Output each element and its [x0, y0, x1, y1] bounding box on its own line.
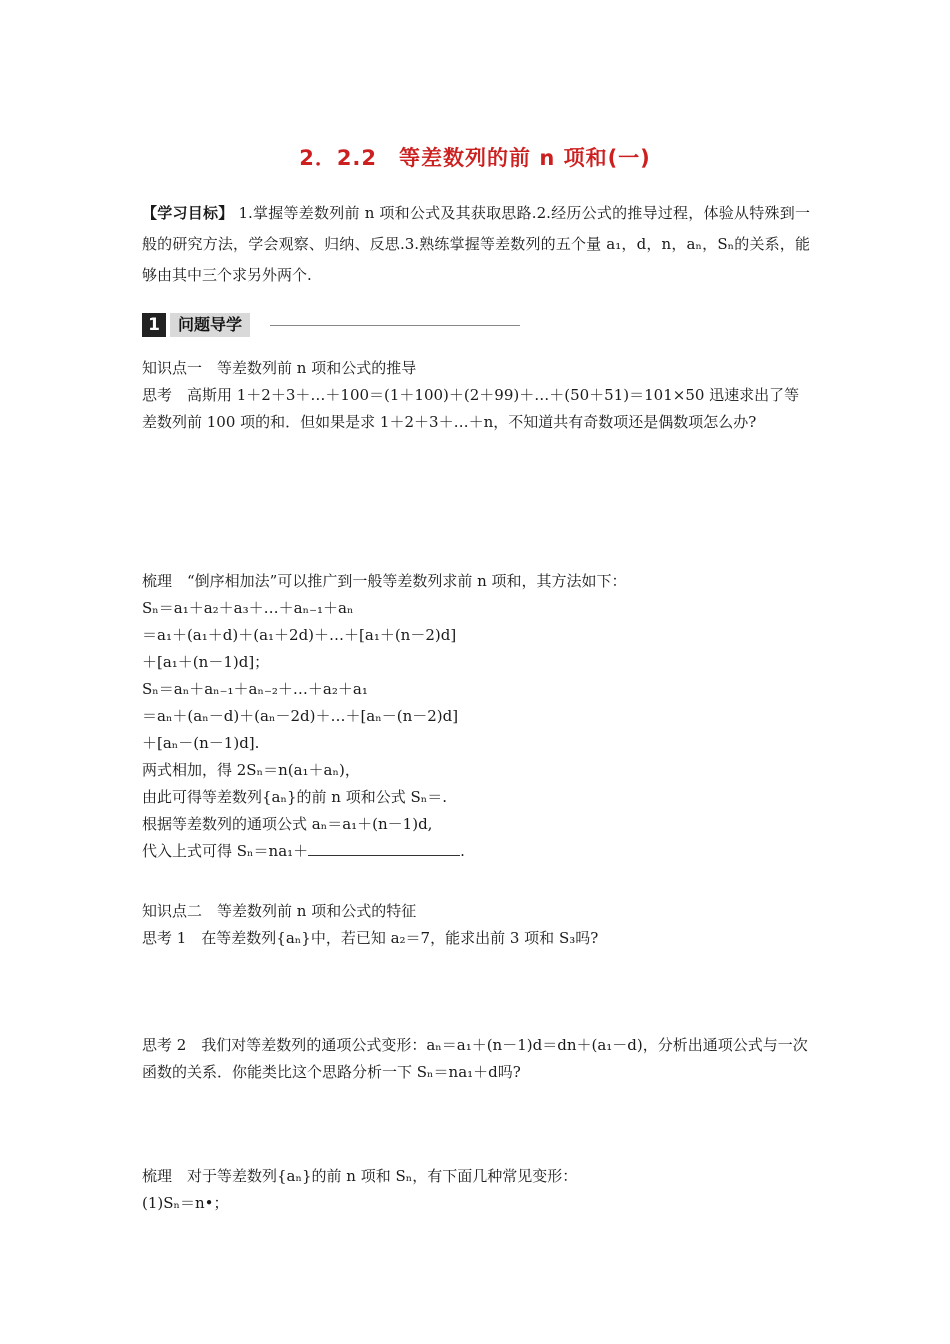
summary1-last-suffix: . [460, 842, 465, 860]
kp1-heading: 知识点一 等差数列前 n 项和公式的推导 [142, 359, 417, 377]
summary1-line-5: ＝aₙ＋(aₙ－d)＋(aₙ－2d)＋…＋[aₙ－(n－2)d] [142, 707, 459, 725]
summary1-line-1: Sₙ＝a₁＋a₂＋a₃＋…＋aₙ₋₁＋aₙ [142, 599, 354, 617]
knowledge-point-2 [142, 898, 810, 952]
kp2-think1: 思考 1 在等差数列{aₙ}中，若已知 a₂＝7，能求出前 3 项和 S₃吗? [142, 929, 599, 947]
summary1-line-9: 根据等差数列的通项公式 aₙ＝a₁＋(n－1)d, [142, 815, 433, 833]
kp1-think: 思考 高斯用 1＋2＋3＋…＋100＝(1＋100)＋(2＋99)＋…＋(50＋51)＝101×50 迅速求出了等差数列前 100 项的和．但如果是求 1＋2＋3＋…＋n，不知道共有奇数项还是偶数项怎么办? [142, 386, 800, 431]
summary1-line-4: Sₙ＝aₙ＋aₙ₋₁＋aₙ₋₂＋…＋a₂＋a₁ [142, 680, 368, 698]
section-divider [270, 325, 520, 326]
page-title: 2．2.2 等差数列的前 n 项和(一) [299, 146, 651, 170]
section-header [142, 311, 522, 339]
summary1-line-0: 梳理 “倒序相加法”可以推广到一般等差数列求前 n 项和，其方法如下： [142, 572, 627, 590]
summary-1 [142, 568, 810, 865]
kp2-think2-block [142, 1032, 810, 1086]
kp2-think2: 思考 2 我们对等差数列的通项公式变形：aₙ＝a₁＋(n－1)d＝dn＋(a₁－d)，分析出通项公式与一次函数的关系．你能类比这个思路分析一下 Sₙ＝na₁＋d吗? [142, 1036, 808, 1081]
summary-2 [142, 1163, 810, 1217]
summary1-line-7: 两式相加，得 2Sₙ＝n(a₁＋aₙ)， [142, 761, 360, 779]
fill-blank [308, 841, 460, 856]
summary1-line-6: ＋[aₙ－(n－1)d]. [142, 734, 260, 752]
knowledge-point-1 [142, 355, 810, 436]
summary1-last-line [142, 838, 810, 865]
summary2-line1: 梳理 对于等差数列{aₙ}的前 n 项和 Sₙ，有下面几种常见变形： [142, 1167, 578, 1185]
section-label: 问题导学 [170, 313, 250, 337]
objectives-label: 【学习目标】 [142, 204, 234, 222]
summary1-line-8: 由此可得等差数列{aₙ}的前 n 项和公式 Sₙ＝. [142, 788, 448, 806]
summary1-last-prefix: 代入上式可得 Sₙ＝na₁＋ [142, 842, 309, 860]
section-number: 1 [142, 313, 166, 337]
summary1-line-2: ＝a₁＋(a₁＋d)＋(a₁＋2d)＋…＋[a₁＋(n－2)d] [142, 626, 457, 644]
learning-objectives [142, 198, 810, 291]
summary1-line-3: ＋[a₁＋(n－1)d]； [142, 653, 270, 671]
objectives-text: 1.掌握等差数列前 n 项和公式及其获取思路.2.经历公式的推导过程，体验从特殊到一般的研究方法，学会观察、归纳、反思.3.熟练掌握等差数列的五个量 a₁，d，n，aₙ，Sₙ的关系，能够由其中三个求另外两个. [142, 204, 810, 284]
kp2-heading: 知识点二 等差数列前 n 项和公式的特征 [142, 902, 417, 920]
summary2-line2: (1)Sₙ＝n•； [142, 1194, 229, 1212]
